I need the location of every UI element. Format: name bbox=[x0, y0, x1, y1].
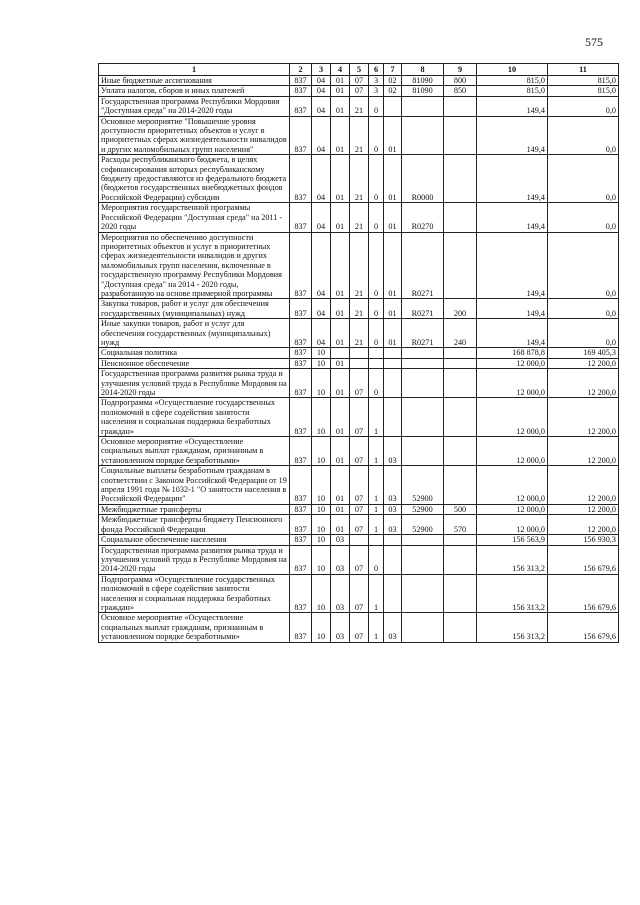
row-value-cell: 03 bbox=[384, 437, 402, 466]
row-value-cell: 156 313,2 bbox=[477, 574, 548, 613]
row-value-cell: 815,0 bbox=[548, 76, 619, 86]
row-name-cell: Государственная программа развития рынка труда и улучшения условий труда в Республике Мордовия на 2014-2020 годы bbox=[99, 545, 290, 574]
row-value-cell: 0 bbox=[369, 155, 384, 203]
row-value-cell: 149,4 bbox=[477, 96, 548, 116]
row-value-cell: 01 bbox=[331, 398, 350, 437]
row-value-cell: 12 200,0 bbox=[548, 466, 619, 505]
row-value-cell: 12 200,0 bbox=[548, 515, 619, 535]
table-row bbox=[99, 96, 619, 116]
row-name-cell: Подпрограмма «Осуществление государственных полномочий в сфере содействия занятости населения и социальная поддержка безработных граждан» bbox=[99, 574, 290, 613]
row-value-cell: 0 bbox=[369, 203, 384, 232]
row-value-cell bbox=[444, 203, 477, 232]
row-value-cell bbox=[444, 232, 477, 299]
row-value-cell: 1 bbox=[369, 398, 384, 437]
row-name-cell: Государственная программа развития рынка труда и улучшения условий труда в Республике Мордовия на 2014-2020 годы bbox=[99, 369, 290, 398]
row-value-cell: 169 405,3 bbox=[548, 348, 619, 358]
row-value-cell: 149,4 bbox=[477, 299, 548, 319]
row-value-cell: 03 bbox=[331, 574, 350, 613]
row-value-cell: 12 000,0 bbox=[477, 504, 548, 514]
row-value-cell: 0 bbox=[369, 545, 384, 574]
row-value-cell: 149,4 bbox=[477, 203, 548, 232]
table-row bbox=[99, 348, 619, 358]
row-value-cell: 07 bbox=[350, 613, 369, 642]
row-value-cell: 0 bbox=[369, 96, 384, 116]
row-value-cell bbox=[402, 437, 444, 466]
row-value-cell: 04 bbox=[312, 232, 331, 299]
row-value-cell bbox=[444, 545, 477, 574]
row-value-cell: 0 bbox=[369, 232, 384, 299]
table-row bbox=[99, 466, 619, 505]
column-header: 4 bbox=[331, 64, 350, 76]
row-name-cell: Основное мероприятие «Осуществление социальных выплат гражданам, признанным в установленном порядке безработными» bbox=[99, 437, 290, 466]
row-value-cell bbox=[444, 369, 477, 398]
row-value-cell: 800 bbox=[444, 76, 477, 86]
row-value-cell: 837 bbox=[290, 155, 312, 203]
row-value-cell bbox=[384, 535, 402, 545]
row-value-cell bbox=[350, 358, 369, 368]
row-value-cell: 168 878,8 bbox=[477, 348, 548, 358]
row-value-cell: 10 bbox=[312, 515, 331, 535]
row-value-cell bbox=[444, 348, 477, 358]
table-row bbox=[99, 86, 619, 96]
table-row bbox=[99, 155, 619, 203]
row-value-cell: 156 930,3 bbox=[548, 535, 619, 545]
column-header: 6 bbox=[369, 64, 384, 76]
row-value-cell: 12 200,0 bbox=[548, 358, 619, 368]
row-value-cell: 01 bbox=[331, 437, 350, 466]
row-value-cell: 12 200,0 bbox=[548, 437, 619, 466]
row-value-cell: 21 bbox=[350, 299, 369, 319]
table-row bbox=[99, 398, 619, 437]
row-value-cell bbox=[402, 398, 444, 437]
row-value-cell: 837 bbox=[290, 348, 312, 358]
row-value-cell: 156 313,2 bbox=[477, 613, 548, 642]
row-value-cell: 570 bbox=[444, 515, 477, 535]
column-header: 2 bbox=[290, 64, 312, 76]
row-value-cell: 837 bbox=[290, 203, 312, 232]
row-value-cell: 01 bbox=[331, 299, 350, 319]
row-value-cell: 07 bbox=[350, 515, 369, 535]
row-value-cell: 12 000,0 bbox=[477, 358, 548, 368]
row-value-cell bbox=[444, 574, 477, 613]
row-value-cell: 156 679,6 bbox=[548, 545, 619, 574]
row-value-cell: 01 bbox=[331, 515, 350, 535]
row-value-cell: 12 000,0 bbox=[477, 437, 548, 466]
row-value-cell: 07 bbox=[350, 437, 369, 466]
row-value-cell: 837 bbox=[290, 504, 312, 514]
row-value-cell: 07 bbox=[350, 76, 369, 86]
row-name-cell: Межбюджетные трансферты bbox=[99, 504, 290, 514]
row-value-cell: 01 bbox=[384, 232, 402, 299]
row-value-cell bbox=[444, 437, 477, 466]
row-value-cell: 10 bbox=[312, 398, 331, 437]
row-value-cell: 01 bbox=[384, 116, 402, 155]
row-value-cell: 52900 bbox=[402, 515, 444, 535]
table-row bbox=[99, 504, 619, 514]
table-row bbox=[99, 369, 619, 398]
row-value-cell: 01 bbox=[331, 203, 350, 232]
row-value-cell: R0270 bbox=[402, 203, 444, 232]
row-name-cell: Государственная программа Республики Мордовия "Доступная среда" на 2014-2020 годы bbox=[99, 96, 290, 116]
row-value-cell: 500 bbox=[444, 504, 477, 514]
row-value-cell bbox=[369, 535, 384, 545]
row-value-cell: 01 bbox=[331, 76, 350, 86]
row-value-cell: 01 bbox=[384, 155, 402, 203]
row-value-cell: 149,4 bbox=[477, 319, 548, 348]
row-value-cell: 07 bbox=[350, 86, 369, 96]
row-value-cell: 837 bbox=[290, 319, 312, 348]
row-value-cell: 10 bbox=[312, 437, 331, 466]
row-value-cell: 149,4 bbox=[477, 155, 548, 203]
table-row bbox=[99, 203, 619, 232]
row-value-cell: 815,0 bbox=[477, 76, 548, 86]
column-header: 3 bbox=[312, 64, 331, 76]
page-number: 575 bbox=[585, 35, 603, 49]
row-value-cell: 12 000,0 bbox=[477, 398, 548, 437]
row-value-cell: 837 bbox=[290, 232, 312, 299]
row-name-cell: Основное мероприятие «Осуществление социальных выплат гражданам, признанным в установленном порядке безработными» bbox=[99, 613, 290, 642]
table-row bbox=[99, 116, 619, 155]
row-value-cell: 01 bbox=[331, 155, 350, 203]
row-value-cell bbox=[402, 574, 444, 613]
row-value-cell: 12 000,0 bbox=[477, 369, 548, 398]
row-value-cell: 0,0 bbox=[548, 299, 619, 319]
row-value-cell: 07 bbox=[350, 369, 369, 398]
row-value-cell bbox=[384, 398, 402, 437]
table-row bbox=[99, 76, 619, 86]
row-value-cell: 10 bbox=[312, 545, 331, 574]
row-value-cell: 07 bbox=[350, 466, 369, 505]
row-value-cell: 10 bbox=[312, 358, 331, 368]
row-value-cell bbox=[384, 369, 402, 398]
row-value-cell: R0271 bbox=[402, 319, 444, 348]
table-header-row bbox=[99, 64, 619, 76]
budget-table bbox=[98, 63, 619, 643]
row-value-cell: 837 bbox=[290, 96, 312, 116]
row-value-cell: 1 bbox=[369, 613, 384, 642]
row-name-cell: Закупка товаров, работ и услуг для обеспечения государственных (муниципальных) нужд bbox=[99, 299, 290, 319]
row-value-cell: 07 bbox=[350, 545, 369, 574]
row-name-cell: Межбюджетные трансферты бюджету Пенсионного фонда Российской Федерации bbox=[99, 515, 290, 535]
row-value-cell: 837 bbox=[290, 545, 312, 574]
row-name-cell: Расходы республиканского бюджета, в целях софинансирования которых республиканскому бюджету предоставляются из федерального бюджета (бюджетов государственных внебюджетных фондов Российской Федерации) субсидии bbox=[99, 155, 290, 203]
column-header: 10 bbox=[477, 64, 548, 76]
row-value-cell: 200 bbox=[444, 299, 477, 319]
row-value-cell: 10 bbox=[312, 574, 331, 613]
row-value-cell: 03 bbox=[384, 613, 402, 642]
row-value-cell: R0271 bbox=[402, 299, 444, 319]
row-value-cell: 07 bbox=[350, 574, 369, 613]
row-value-cell bbox=[444, 96, 477, 116]
row-value-cell: 10 bbox=[312, 466, 331, 505]
row-value-cell: 156 313,2 bbox=[477, 545, 548, 574]
row-value-cell: 02 bbox=[384, 76, 402, 86]
row-value-cell: 02 bbox=[384, 86, 402, 96]
row-value-cell bbox=[331, 348, 350, 358]
row-value-cell: 01 bbox=[331, 319, 350, 348]
row-value-cell: 10 bbox=[312, 613, 331, 642]
row-value-cell: 837 bbox=[290, 437, 312, 466]
row-value-cell: 1 bbox=[369, 466, 384, 505]
row-value-cell: 0 bbox=[369, 369, 384, 398]
row-value-cell: 03 bbox=[384, 466, 402, 505]
row-value-cell: 04 bbox=[312, 155, 331, 203]
column-header: 1 bbox=[99, 64, 290, 76]
row-value-cell: 03 bbox=[384, 515, 402, 535]
row-name-cell: Мероприятия по обеспечению доступности приоритетных объектов и услуг в приоритетных сферах жизнедеятельности инвалидов и других маломобильных групп населения, включенные в государственную программу Республики Мордовия "Доступная среда" на 2014 - 2020 годы, разработанную на основе примерной программы bbox=[99, 232, 290, 299]
row-value-cell: 01 bbox=[331, 116, 350, 155]
row-value-cell: 03 bbox=[331, 613, 350, 642]
row-value-cell: 1 bbox=[369, 504, 384, 514]
row-value-cell bbox=[402, 358, 444, 368]
row-value-cell: 21 bbox=[350, 203, 369, 232]
row-value-cell: 0,0 bbox=[548, 96, 619, 116]
row-value-cell: 01 bbox=[331, 358, 350, 368]
row-value-cell: 0 bbox=[369, 319, 384, 348]
row-value-cell: R0271 bbox=[402, 232, 444, 299]
row-value-cell: 0,0 bbox=[548, 203, 619, 232]
row-value-cell: 10 bbox=[312, 504, 331, 514]
row-value-cell: 240 bbox=[444, 319, 477, 348]
row-name-cell: Пенсионное обеспечение bbox=[99, 358, 290, 368]
row-value-cell: 03 bbox=[331, 545, 350, 574]
row-value-cell bbox=[444, 116, 477, 155]
row-value-cell: 1 bbox=[369, 515, 384, 535]
row-value-cell: 837 bbox=[290, 299, 312, 319]
row-value-cell: 0,0 bbox=[548, 116, 619, 155]
row-value-cell: 837 bbox=[290, 574, 312, 613]
row-value-cell: 21 bbox=[350, 96, 369, 116]
row-value-cell: 01 bbox=[331, 504, 350, 514]
row-value-cell bbox=[402, 96, 444, 116]
column-header: 7 bbox=[384, 64, 402, 76]
row-value-cell: 01 bbox=[384, 203, 402, 232]
row-name-cell: Социальные выплаты безработным гражданам в соответствии с Законом Российской Федерации от 19 апреля 1991 года № 1032-1 "О занятости населения в Российской Федерации" bbox=[99, 466, 290, 505]
row-value-cell bbox=[444, 358, 477, 368]
row-value-cell: 21 bbox=[350, 319, 369, 348]
row-value-cell: 21 bbox=[350, 116, 369, 155]
table-row bbox=[99, 232, 619, 299]
row-value-cell: 01 bbox=[384, 319, 402, 348]
row-value-cell: 03 bbox=[384, 504, 402, 514]
row-value-cell: 850 bbox=[444, 86, 477, 96]
row-value-cell: 837 bbox=[290, 76, 312, 86]
row-name-cell: Иные закупки товаров, работ и услуг для обеспечения государственных (муниципальных) нужд bbox=[99, 319, 290, 348]
row-value-cell: 01 bbox=[331, 96, 350, 116]
row-value-cell: 156 679,6 bbox=[548, 613, 619, 642]
column-header: 5 bbox=[350, 64, 369, 76]
row-name-cell: Уплата налогов, сборов и иных платежей bbox=[99, 86, 290, 96]
row-value-cell: 04 bbox=[312, 86, 331, 96]
row-value-cell: 1 bbox=[369, 437, 384, 466]
row-value-cell: 3 bbox=[369, 86, 384, 96]
table-row bbox=[99, 437, 619, 466]
row-value-cell: 81090 bbox=[402, 86, 444, 96]
row-value-cell: 837 bbox=[290, 613, 312, 642]
row-value-cell: 1 bbox=[369, 574, 384, 613]
row-value-cell bbox=[384, 545, 402, 574]
table-row bbox=[99, 358, 619, 368]
row-value-cell: 04 bbox=[312, 299, 331, 319]
row-value-cell: 81090 bbox=[402, 76, 444, 86]
row-value-cell: 12 000,0 bbox=[477, 515, 548, 535]
row-value-cell: 149,4 bbox=[477, 116, 548, 155]
row-value-cell: 01 bbox=[331, 232, 350, 299]
row-value-cell bbox=[350, 348, 369, 358]
table-row bbox=[99, 319, 619, 348]
row-value-cell: 07 bbox=[350, 398, 369, 437]
row-value-cell: 01 bbox=[331, 369, 350, 398]
row-name-cell: Социальное обеспечение населения bbox=[99, 535, 290, 545]
row-value-cell: 0 bbox=[369, 299, 384, 319]
row-value-cell: 04 bbox=[312, 96, 331, 116]
row-value-cell: 21 bbox=[350, 155, 369, 203]
row-value-cell: R0000 bbox=[402, 155, 444, 203]
row-name-cell: Основное мероприятие "Повышение уровня доступности приоритетных объектов и услуг в приоритетных сферах жизнедеятельности инвалидов и других маломобильных групп населения" bbox=[99, 116, 290, 155]
row-value-cell: 149,4 bbox=[477, 232, 548, 299]
row-value-cell bbox=[402, 116, 444, 155]
row-value-cell bbox=[384, 348, 402, 358]
row-value-cell bbox=[369, 358, 384, 368]
row-value-cell: 10 bbox=[312, 369, 331, 398]
table-row bbox=[99, 613, 619, 642]
row-value-cell bbox=[444, 535, 477, 545]
row-value-cell: 0,0 bbox=[548, 155, 619, 203]
row-value-cell: 156 563,9 bbox=[477, 535, 548, 545]
row-value-cell: 837 bbox=[290, 515, 312, 535]
row-value-cell: 04 bbox=[312, 319, 331, 348]
row-value-cell: 12 000,0 bbox=[477, 466, 548, 505]
row-value-cell: 837 bbox=[290, 116, 312, 155]
row-value-cell bbox=[444, 466, 477, 505]
row-value-cell: 52900 bbox=[402, 466, 444, 505]
row-value-cell bbox=[444, 155, 477, 203]
column-header: 8 bbox=[402, 64, 444, 76]
column-header: 9 bbox=[444, 64, 477, 76]
row-value-cell: 837 bbox=[290, 358, 312, 368]
table-row bbox=[99, 299, 619, 319]
row-value-cell bbox=[402, 369, 444, 398]
row-value-cell: 156 679,6 bbox=[548, 574, 619, 613]
column-header: 11 bbox=[548, 64, 619, 76]
row-value-cell: 0,0 bbox=[548, 232, 619, 299]
row-value-cell: 12 200,0 bbox=[548, 369, 619, 398]
row-value-cell: 01 bbox=[331, 86, 350, 96]
table-row bbox=[99, 545, 619, 574]
row-value-cell: 01 bbox=[331, 466, 350, 505]
row-value-cell: 04 bbox=[312, 76, 331, 86]
row-name-cell: Социальная политика bbox=[99, 348, 290, 358]
row-value-cell: 10 bbox=[312, 535, 331, 545]
row-value-cell bbox=[402, 613, 444, 642]
row-name-cell: Подпрограмма «Осуществление государственных полномочий в сфере содействия занятости населения и социальная поддержка безработных граждан» bbox=[99, 398, 290, 437]
row-value-cell bbox=[402, 545, 444, 574]
row-value-cell: 815,0 bbox=[548, 86, 619, 96]
row-value-cell bbox=[350, 535, 369, 545]
row-value-cell bbox=[369, 348, 384, 358]
row-value-cell: 0 bbox=[369, 116, 384, 155]
row-value-cell: 3 bbox=[369, 76, 384, 86]
row-value-cell: 837 bbox=[290, 535, 312, 545]
row-value-cell bbox=[384, 574, 402, 613]
row-value-cell: 837 bbox=[290, 86, 312, 96]
row-value-cell: 837 bbox=[290, 466, 312, 505]
row-value-cell: 04 bbox=[312, 116, 331, 155]
table-row bbox=[99, 574, 619, 613]
row-value-cell: 07 bbox=[350, 504, 369, 514]
row-value-cell: 837 bbox=[290, 398, 312, 437]
row-name-cell: Мероприятия государственной программы Российской Федерации "Доступная среда" на 2011 - 2020 годы bbox=[99, 203, 290, 232]
row-value-cell: 21 bbox=[350, 232, 369, 299]
row-value-cell: 815,0 bbox=[477, 86, 548, 96]
table-row bbox=[99, 535, 619, 545]
row-value-cell: 04 bbox=[312, 203, 331, 232]
row-value-cell: 0,0 bbox=[548, 319, 619, 348]
row-value-cell bbox=[444, 613, 477, 642]
row-name-cell: Иные бюджетные ассигнования bbox=[99, 76, 290, 86]
row-value-cell bbox=[384, 96, 402, 116]
row-value-cell: 10 bbox=[312, 348, 331, 358]
row-value-cell bbox=[402, 348, 444, 358]
row-value-cell: 03 bbox=[331, 535, 350, 545]
row-value-cell: 837 bbox=[290, 369, 312, 398]
row-value-cell: 12 200,0 bbox=[548, 504, 619, 514]
row-value-cell bbox=[444, 398, 477, 437]
row-value-cell bbox=[402, 535, 444, 545]
table-row bbox=[99, 515, 619, 535]
row-value-cell bbox=[384, 358, 402, 368]
row-value-cell: 52900 bbox=[402, 504, 444, 514]
row-value-cell: 01 bbox=[384, 299, 402, 319]
row-value-cell: 12 200,0 bbox=[548, 398, 619, 437]
